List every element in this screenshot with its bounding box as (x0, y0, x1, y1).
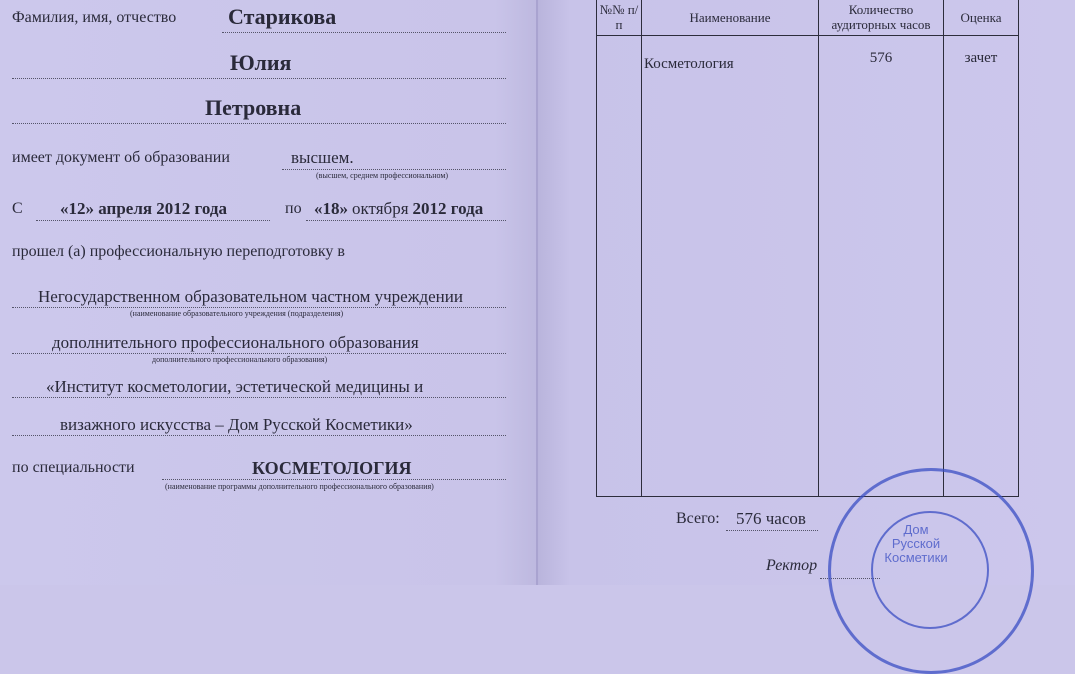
from-label: С (12, 200, 23, 217)
table-row (597, 36, 1019, 497)
from-date: «12» апреля 2012 года (60, 199, 227, 218)
total-value: 576 часов (736, 509, 806, 528)
to-date-month: октября (352, 199, 409, 218)
row-num (597, 36, 642, 497)
to-date-day: «18» (314, 199, 348, 218)
edu-value: высшем. (291, 148, 354, 167)
to-label: по (285, 200, 302, 217)
row-grade: зачет (944, 36, 1019, 497)
surname-value: Старикова (228, 4, 337, 29)
to-date (314, 199, 483, 219)
org-line3: «Институт косметологии, эстетической медицины и (46, 377, 424, 396)
header-name: Наименование (642, 0, 819, 36)
rector-label: Ректор (766, 557, 818, 574)
to-date-year: 2012 года (412, 199, 484, 218)
edu-hint: (высшем, среднем профессиональном) (316, 171, 449, 180)
org-line4: визажного искусства – Дом Русской Косметики» (60, 415, 413, 434)
passed-label: прошел (а) профессиональную переподготовку в (12, 243, 345, 260)
spec-value: КОСМЕТОЛОГИЯ (252, 458, 412, 478)
org-line1: Негосударственном образовательном частном учреждении (38, 287, 463, 306)
official-stamp (828, 468, 1034, 674)
left-page (0, 0, 538, 585)
grades-table (596, 0, 1019, 497)
patronymic-value: Петровна (205, 95, 302, 120)
fio-label: Фамилия, имя, отчество (12, 9, 177, 26)
header-hours: Количество аудиторных часов (819, 0, 944, 36)
edu-label: имеет документ об образовании (12, 149, 230, 166)
org-hint1: (наименование образовательного учреждения (подразделения) (130, 309, 344, 318)
total-label: Всего: (676, 510, 720, 527)
org-line2: дополнительного профессионального образования (52, 333, 419, 352)
row-name: Косметология (642, 36, 819, 497)
name-value: Юлия (230, 50, 292, 75)
stamp-logo-text: Дом Русской Косметики (884, 522, 948, 565)
header-num: №№ п/п (597, 0, 642, 36)
spec-hint: (наименование программы дополнительного профессионального образования) (165, 482, 434, 491)
spec-label: по специальности (12, 459, 135, 476)
org-hint2: дополнительного профессионального образования) (152, 355, 328, 364)
row-hours: 576 (819, 36, 944, 497)
header-grade: Оценка (944, 0, 1019, 36)
